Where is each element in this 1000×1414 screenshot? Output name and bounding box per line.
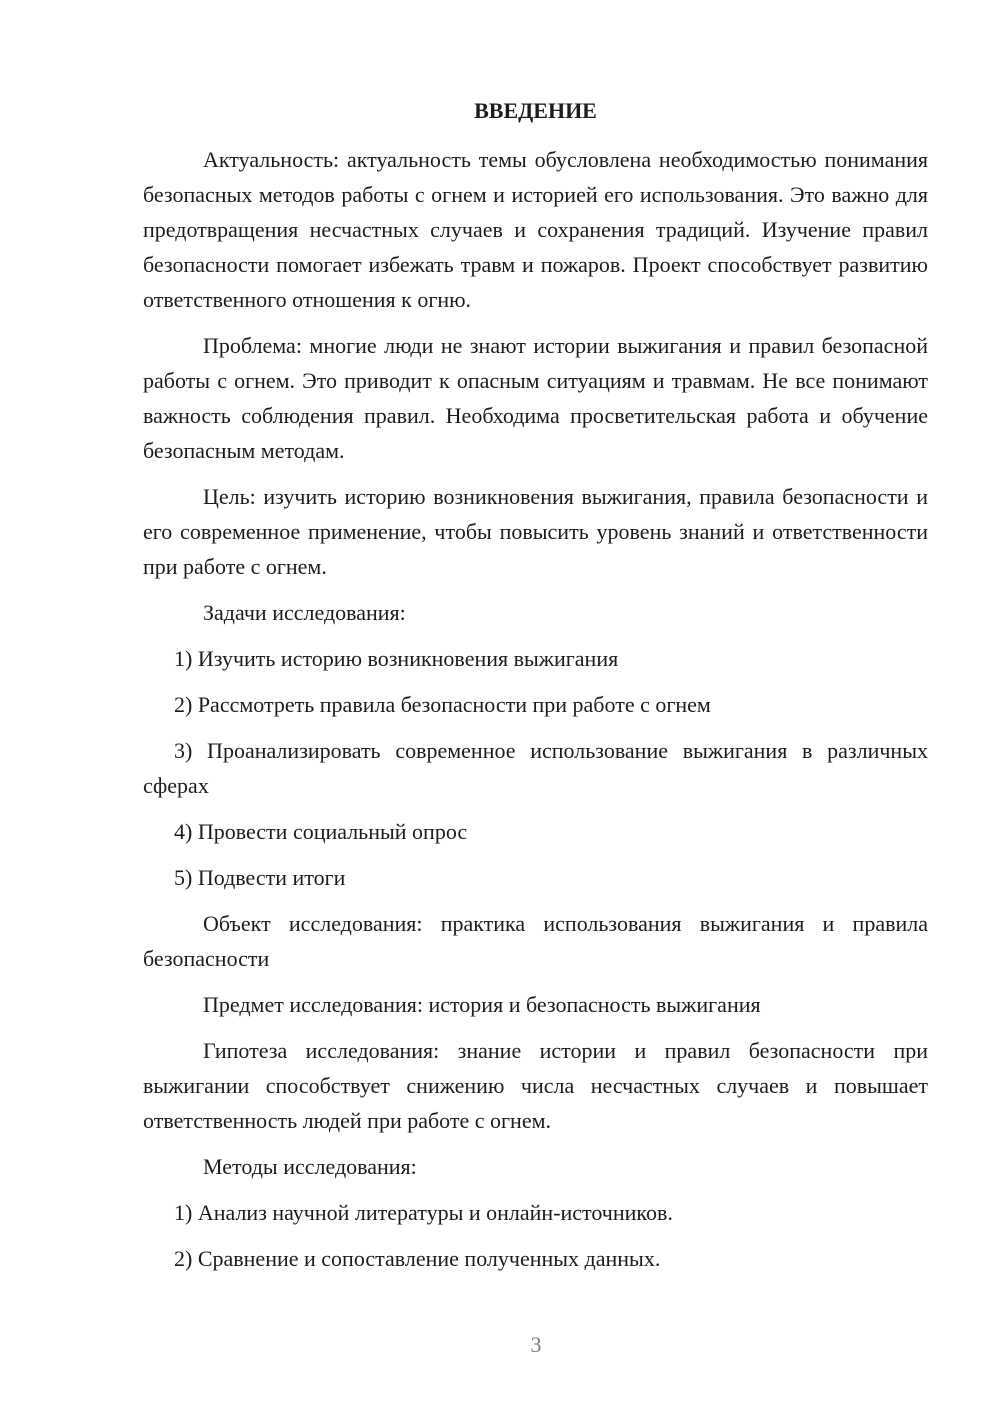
task-item-1: 1) Изучить историю возникновения выжигания — [174, 646, 619, 671]
problem-paragraph: Проблема: многие люди не знают истории выжигания и правил безопасной работы с огнем. Это приводит к опасным ситуациям и травмам. Не все понимают важность соблюдения правил. Необходима просветительская работа и обучение безопасным методам. — [143, 333, 928, 463]
page-number: 3 — [530, 1332, 542, 1357]
goal-paragraph: Цель: изучить историю возникновения выжигания, правила безопасности и его современное применение, чтобы повысить уровень знаний и ответственности при работе с огнем. — [143, 484, 928, 579]
task-item-2: 2) Рассмотреть правила безопасности при работе с огнем — [174, 692, 711, 717]
tasks-heading: Задачи исследования: — [203, 600, 406, 625]
object-paragraph: Объект исследования: практика использования выжигания и правила безопасности — [143, 911, 928, 971]
relevance-paragraph: Актуальность: актуальность темы обусловлена необходимостью понимания безопасных методов работы с огнем и историей его использования. Это важно для предотвращения несчастных случаев и сохранения традиций. Изучение правил безопасности помогает избежать травм и пожаров. Проект способствует развитию ответственного отношения к огню. — [143, 147, 928, 312]
subject-paragraph: Предмет исследования: история и безопасность выжигания — [203, 992, 761, 1017]
page-title: ВВЕДЕНИЕ — [474, 98, 597, 123]
hypothesis-paragraph: Гипотеза исследования: знание истории и правил безопасности при выжигании способствует снижению числа несчастных случаев и повышает ответственность людей при работе с огнем. — [143, 1038, 928, 1133]
task-item-4: 4) Провести социальный опрос — [174, 819, 468, 844]
method-item-2: 2) Сравнение и сопоставление полученных данных. — [174, 1246, 661, 1271]
task-item-3: 3) Проанализировать современное использование выжигания в различных сферах — [143, 738, 928, 798]
methods-heading: Методы исследования: — [203, 1154, 417, 1179]
task-item-5: 5) Подвести итоги — [174, 865, 346, 890]
method-item-1: 1) Анализ научной литературы и онлайн-источников. — [174, 1200, 673, 1225]
document-page — [143, 96, 928, 1287]
